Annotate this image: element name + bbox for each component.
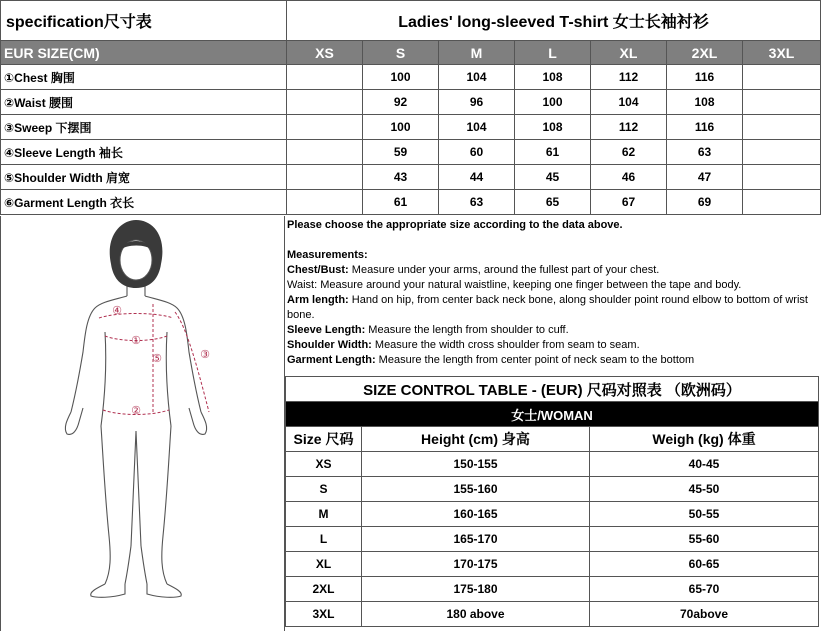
table-cell: 60	[439, 140, 515, 165]
table-cell: 100	[515, 90, 591, 115]
size-control-table	[285, 376, 819, 627]
table-cell: 170-175	[362, 552, 590, 577]
table-cell: 108	[515, 65, 591, 90]
table-cell	[287, 190, 363, 215]
table-cell: 104	[439, 115, 515, 140]
measurement-figure	[0, 216, 285, 631]
table-row	[286, 502, 819, 527]
table-cell: 116	[667, 65, 743, 90]
table-cell: 62	[591, 140, 667, 165]
row-label-shoulder-width: ⑤Shoulder Width 肩宽	[1, 165, 287, 190]
table-cell: XL	[286, 552, 362, 577]
row-label-garment-length: ⑥Garment Length 衣长	[1, 190, 287, 215]
size-col-l: L	[515, 41, 591, 65]
table-cell: 112	[591, 65, 667, 90]
table-cell: 100	[363, 65, 439, 90]
table-cell	[743, 90, 821, 115]
size-col-3xl: 3XL	[743, 41, 821, 65]
size-col-2xl: 2XL	[667, 41, 743, 65]
table-cell: 63	[667, 140, 743, 165]
col-header-weight: Weigh (kg) 体重	[590, 427, 819, 452]
table-cell: L	[286, 527, 362, 552]
table-cell	[743, 65, 821, 90]
table-row	[1, 190, 821, 215]
size-col-s: S	[363, 41, 439, 65]
table-row	[1, 115, 821, 140]
table-row	[1, 65, 821, 90]
table-cell: 61	[515, 140, 591, 165]
table-cell: 96	[439, 90, 515, 115]
table-cell	[287, 90, 363, 115]
table-cell: 65-70	[590, 577, 819, 602]
table-cell: 61	[363, 190, 439, 215]
note-sleeve-length: Sleeve Length: Measure the length from shoulder to cuff.	[287, 324, 569, 336]
table-cell: 70above	[590, 602, 819, 627]
table-cell: 92	[363, 90, 439, 115]
marker-chest: ①	[131, 335, 141, 347]
table-row	[286, 452, 819, 477]
notes-intro: Please choose the appropriate size according to the data above.	[287, 219, 623, 231]
table-cell: XS	[286, 452, 362, 477]
col-header-size: Size 尺码	[286, 427, 362, 452]
table-cell: 59	[363, 140, 439, 165]
table-cell: 69	[667, 190, 743, 215]
notes-measurements-title: Measurements:	[287, 249, 368, 261]
marker-sweep: ③	[200, 349, 210, 361]
control-table-subtitle: 女士/WOMAN	[286, 402, 819, 427]
table-cell: 100	[363, 115, 439, 140]
table-cell: 2XL	[286, 577, 362, 602]
marker-waist: ②	[131, 405, 141, 417]
note-shoulder-width: Shoulder Width: Measure the width cross shoulder from seam to seam.	[287, 339, 640, 351]
row-label-chest: ①Chest 胸围	[1, 65, 287, 90]
table-cell: 60-65	[590, 552, 819, 577]
table-cell: 55-60	[590, 527, 819, 552]
measurement-notes	[287, 218, 819, 368]
table-cell	[287, 165, 363, 190]
table-cell	[743, 140, 821, 165]
table-cell	[743, 115, 821, 140]
table-cell: 40-45	[590, 452, 819, 477]
table-cell: 47	[667, 165, 743, 190]
table-cell: M	[286, 502, 362, 527]
table-cell: 3XL	[286, 602, 362, 627]
table-cell: 46	[591, 165, 667, 190]
note-garment-length: Garment Length: Measure the length from center point of neck seam to the bottom	[287, 354, 695, 366]
table-row	[286, 552, 819, 577]
table-row	[1, 90, 821, 115]
product-title: Ladies' long-sleeved T-shirt 女士长袖衬衫	[287, 1, 821, 41]
table-cell: 108	[667, 90, 743, 115]
table-cell: 160-165	[362, 502, 590, 527]
table-cell: 63	[439, 190, 515, 215]
table-cell: 108	[515, 115, 591, 140]
table-row	[286, 577, 819, 602]
table-cell: 104	[591, 90, 667, 115]
table-cell: 43	[363, 165, 439, 190]
size-col-xl: XL	[591, 41, 667, 65]
row-label-waist: ②Waist 腰围	[1, 90, 287, 115]
table-cell: 155-160	[362, 477, 590, 502]
note-chest: Chest/Bust: Measure under your arms, around the fullest part of your chest.	[287, 264, 660, 276]
note-arm-length: Arm length: Hand on hip, from center back neck bone, along shoulder point round elbow to bottom of wrist bone.	[287, 294, 808, 321]
col-header-height: Height (cm) 身高	[362, 427, 590, 452]
size-col-m: M	[439, 41, 515, 65]
note-waist: Waist: Measure around your natural waistline, keeping one finger between the tape and body.	[287, 279, 742, 291]
table-cell	[287, 115, 363, 140]
table-cell: 44	[439, 165, 515, 190]
table-cell	[287, 140, 363, 165]
table-cell: 165-170	[362, 527, 590, 552]
body-outline-illustration	[1, 216, 284, 631]
marker-sleeve: ④	[112, 305, 122, 317]
table-cell	[743, 190, 821, 215]
table-row	[1, 140, 821, 165]
table-row	[286, 602, 819, 627]
table-cell: S	[286, 477, 362, 502]
table-cell: 45	[515, 165, 591, 190]
bottom-section	[0, 216, 822, 631]
size-spec-table	[0, 0, 821, 215]
table-cell: 65	[515, 190, 591, 215]
marker-shoulder: ⑤	[152, 353, 162, 365]
table-cell	[287, 65, 363, 90]
control-table-title: SIZE CONTROL TABLE - (EUR) 尺码对照表 （欧洲码）	[286, 377, 819, 402]
table-cell: 150-155	[362, 452, 590, 477]
row-label-sleeve-length: ④Sleeve Length 袖长	[1, 140, 287, 165]
table-cell: 112	[591, 115, 667, 140]
row-label-sweep: ③Sweep 下摆围	[1, 115, 287, 140]
spec-title: specification尺寸表	[1, 1, 287, 41]
table-cell: 104	[439, 65, 515, 90]
table-cell: 50-55	[590, 502, 819, 527]
table-row	[1, 165, 821, 190]
size-col-xs: XS	[287, 41, 363, 65]
size-header-row	[1, 41, 821, 65]
size-corner-label: EUR SIZE(CM)	[1, 41, 287, 65]
table-row	[286, 477, 819, 502]
table-cell: 67	[591, 190, 667, 215]
table-cell: 116	[667, 115, 743, 140]
table-row	[286, 527, 819, 552]
table-cell: 45-50	[590, 477, 819, 502]
table-cell	[743, 165, 821, 190]
table-cell: 180 above	[362, 602, 590, 627]
table-cell: 175-180	[362, 577, 590, 602]
